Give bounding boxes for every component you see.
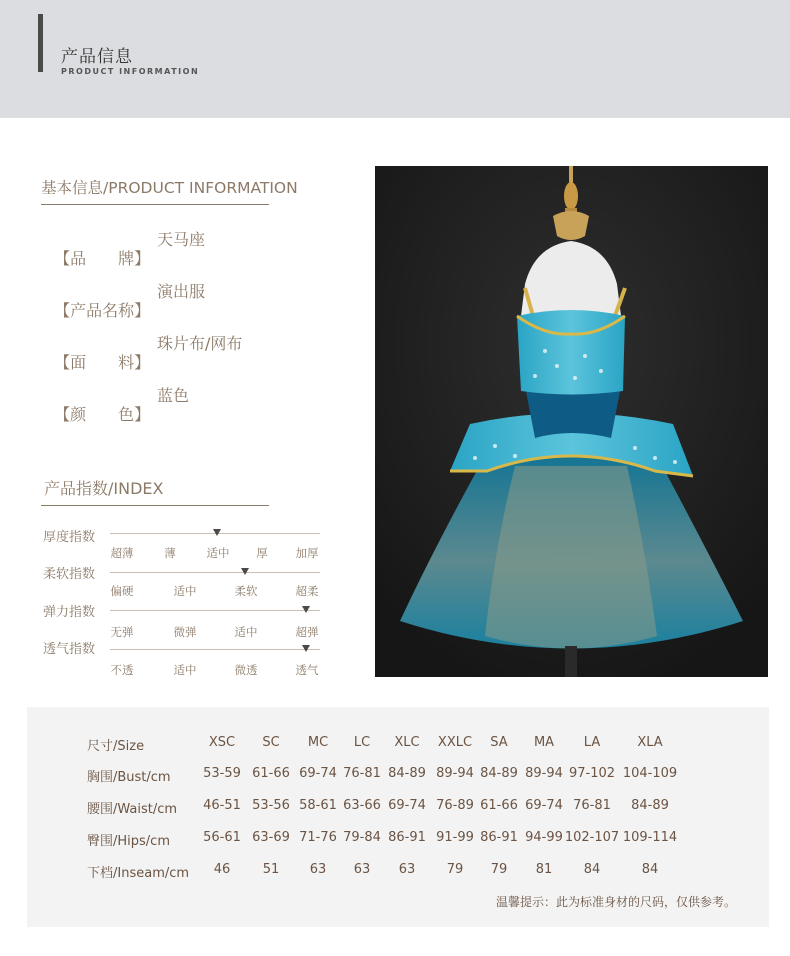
index-label-thickness: 厚度指数 <box>43 530 96 545</box>
size-table-cell: 56-61 <box>203 830 241 845</box>
info-label: 【颜 色】 <box>54 405 151 424</box>
size-table-cell: 51 <box>262 862 280 877</box>
size-table-cell: 84 <box>583 862 601 877</box>
size-table-cell: 81 <box>535 862 553 877</box>
size-table-cell: 61-66 <box>480 798 518 813</box>
basic-info-title: 基本信息/PRODUCT INFORMATION <box>41 179 298 197</box>
index-marker-icon <box>213 529 221 536</box>
header-band <box>0 0 790 118</box>
index-label-softness: 柔软指数 <box>43 567 96 582</box>
size-header-cell: MA <box>533 735 555 750</box>
index-marker-icon <box>241 568 249 575</box>
size-table-cell: 84-89 <box>480 766 518 781</box>
size-header-label: 尺寸/Size <box>87 739 145 754</box>
info-label: 【品 牌】 <box>54 249 151 268</box>
size-table-cell: 84 <box>641 862 659 877</box>
index-option: 超薄 <box>110 546 134 560</box>
index-option: 适中 <box>173 584 197 598</box>
size-table-cell: 102-107 <box>564 830 620 845</box>
size-table-cell: 84-89 <box>631 798 669 813</box>
size-table-cell: 76-81 <box>343 766 381 781</box>
size-row-label: 胸围/Bust/cm <box>87 770 171 785</box>
size-table-cell: 46-51 <box>203 798 241 813</box>
size-table-cell: 89-94 <box>436 766 474 781</box>
size-table-cell: 76-89 <box>436 798 474 813</box>
size-header-cell: LA <box>583 735 601 750</box>
size-header-cell: XLA <box>637 735 663 750</box>
size-table-cell: 79-84 <box>343 830 381 845</box>
header-subtitle: PRODUCT INFORMATION <box>61 67 200 76</box>
index-marker-icon <box>302 606 310 613</box>
size-table-cell: 94-99 <box>525 830 563 845</box>
size-header-cell: XXLC <box>437 735 473 750</box>
index-option: 厚 <box>256 546 268 560</box>
index-scale-line <box>110 649 320 650</box>
size-table-cell: 89-94 <box>525 766 563 781</box>
info-row-color <box>44 383 190 444</box>
product-photo <box>375 166 768 677</box>
size-table-cell: 61-66 <box>252 766 290 781</box>
size-table-cell: 84-89 <box>388 766 426 781</box>
index-option: 不透 <box>110 663 134 677</box>
index-option: 无弹 <box>110 625 134 639</box>
size-table-cell: 58-61 <box>299 798 337 813</box>
size-table-cell: 97-102 <box>568 766 616 781</box>
index-label-elasticity: 弹力指数 <box>43 605 96 620</box>
size-table-cell: 109-114 <box>622 830 678 845</box>
size-table-cell: 71-76 <box>299 830 337 845</box>
info-label: 【面 料】 <box>54 353 151 372</box>
index-option: 超弹 <box>295 625 319 639</box>
index-divider <box>41 505 269 506</box>
index-scale-line <box>110 610 320 611</box>
size-table-cell: 104-109 <box>622 766 678 781</box>
size-row-label: 腰围/Waist/cm <box>87 802 178 817</box>
size-header-cell: SC <box>262 735 280 750</box>
info-value: 演出服 <box>157 282 206 301</box>
index-scale-line <box>110 572 320 573</box>
size-header-cell: XLC <box>394 735 420 750</box>
size-row-label: 臀围/Hips/cm <box>87 834 170 849</box>
index-option: 超柔 <box>295 584 319 598</box>
size-header-cell: XSC <box>208 735 236 750</box>
size-table-cell: 63 <box>353 862 371 877</box>
size-header-cell: MC <box>307 735 329 750</box>
size-table-cell: 63-66 <box>343 798 381 813</box>
index-label-breathability: 透气指数 <box>43 642 96 657</box>
index-option: 薄 <box>164 546 176 560</box>
size-table-cell: 69-74 <box>299 766 337 781</box>
index-option: 适中 <box>206 546 230 560</box>
size-table-cell: 79 <box>446 862 464 877</box>
size-table-cell: 76-81 <box>573 798 611 813</box>
size-table-cell: 53-56 <box>252 798 290 813</box>
size-header-cell: SA <box>490 735 508 750</box>
header-title: 产品信息 <box>61 47 133 67</box>
size-table-cell: 53-59 <box>203 766 241 781</box>
index-marker-icon <box>302 645 310 652</box>
info-value: 天马座 <box>157 230 206 249</box>
basic-info-divider <box>41 204 269 205</box>
size-table-cell: 69-74 <box>525 798 563 813</box>
size-table-cell: 86-91 <box>480 830 518 845</box>
size-header-cell: LC <box>353 735 371 750</box>
size-table-cell: 79 <box>490 862 508 877</box>
size-note: 温馨提示：此为标准身材的尺码，仅供参考。 <box>496 895 737 909</box>
index-option: 适中 <box>173 663 197 677</box>
info-value: 蓝色 <box>157 386 190 405</box>
header-accent-bar <box>38 14 43 72</box>
index-option: 微弹 <box>173 625 197 639</box>
size-table-cell: 69-74 <box>388 798 426 813</box>
index-option: 适中 <box>234 625 258 639</box>
info-label: 【产品名称】 <box>54 301 151 320</box>
index-option: 透气 <box>295 663 319 677</box>
size-table-cell: 86-91 <box>388 830 426 845</box>
index-title: 产品指数/INDEX <box>44 479 164 498</box>
size-table-cell: 63-69 <box>252 830 290 845</box>
info-value: 珠片布/网布 <box>157 334 243 353</box>
index-option: 柔软 <box>234 584 258 598</box>
index-option: 偏硬 <box>110 584 134 598</box>
size-table-cell: 63 <box>398 862 416 877</box>
size-table-cell: 46 <box>213 862 231 877</box>
size-table-cell: 91-99 <box>436 830 474 845</box>
index-option: 微透 <box>234 663 258 677</box>
dress-illustration <box>375 166 768 677</box>
size-row-label: 下档/Inseam/cm <box>87 866 190 881</box>
size-table-cell: 63 <box>309 862 327 877</box>
index-option: 加厚 <box>295 546 319 560</box>
